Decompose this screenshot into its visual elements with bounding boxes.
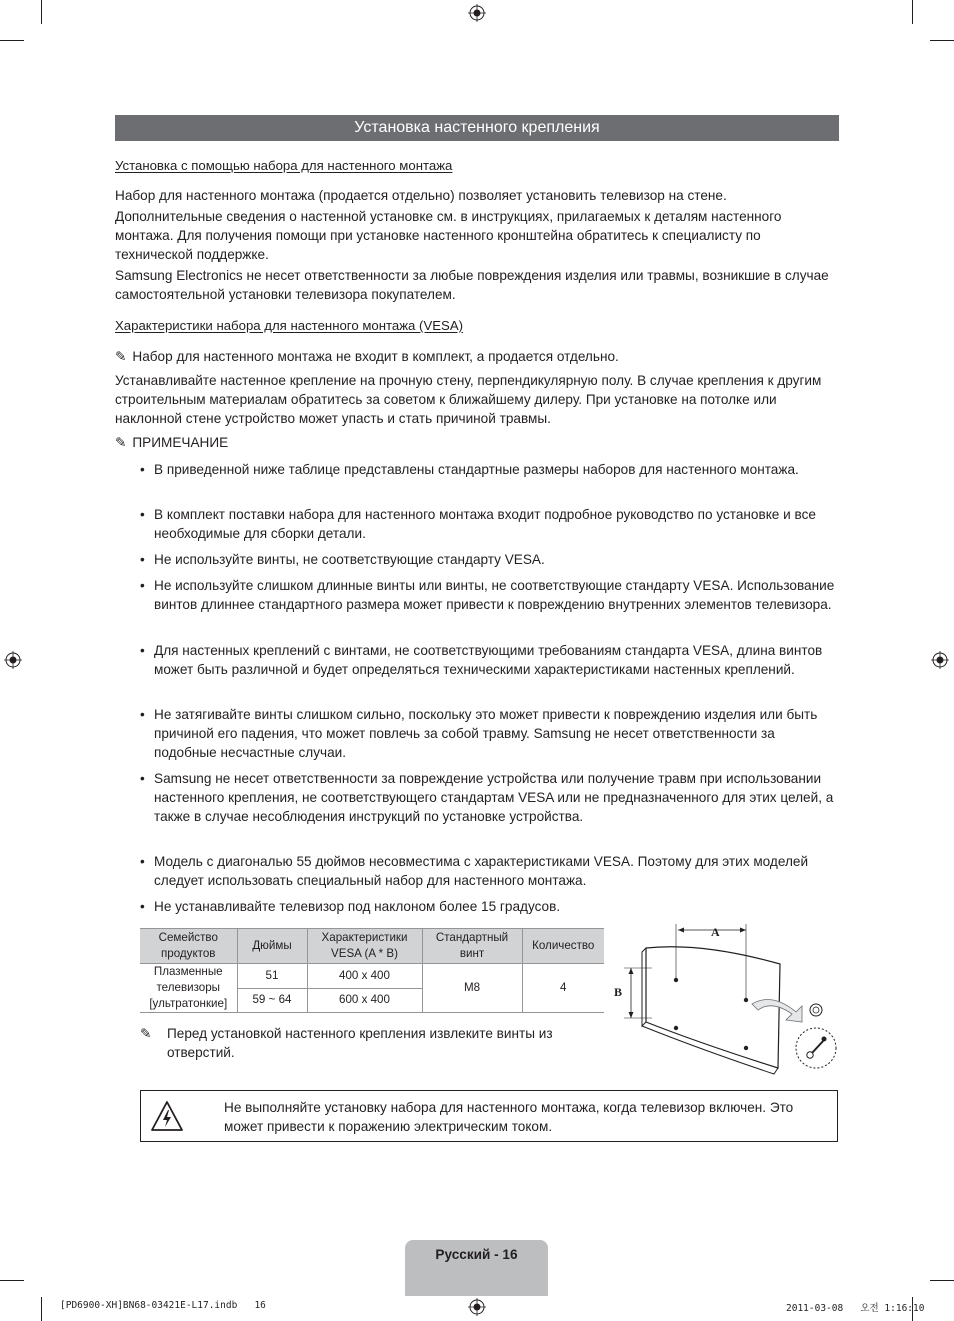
- subheading-wall-mount-install: Установка с помощью набора для настенного монтажа: [115, 158, 453, 173]
- arrow-icon: [740, 928, 746, 933]
- paragraph: Дополнительные сведения о настенной установке см. в инструкциях, прилагаемых к деталям настенного монтажа. Для получения помощи при установке настенного кронштейна обратитесь к специалисту по технической поддержке.: [115, 209, 782, 262]
- screw-hole-icon: [744, 998, 748, 1002]
- list-item: [140, 770, 839, 826]
- crop-mark: [0, 1280, 24, 1281]
- section-title: Установка настенного крепления: [354, 119, 600, 136]
- crop-mark: [912, 0, 913, 24]
- warning-text: Не выполняйте установку набора для настенного монтажа, когда телевизор включен. Это может привести к поражению электрическим током.: [224, 1100, 794, 1134]
- note-text: Набор для настенного монтажа не входит в комплект, а продается отдельно.: [132, 349, 619, 364]
- crop-mark: [41, 0, 42, 24]
- list-item-text: Не устанавливайте телевизор под наклоном более 15 градусов.: [154, 899, 561, 914]
- crop-mark: [930, 1280, 954, 1281]
- arrow-icon: [678, 928, 684, 933]
- column-header: Дюймы: [237, 929, 307, 964]
- table-cell-inches: 59 ~ 64: [237, 988, 307, 1013]
- registration-mark-icon: [4, 651, 22, 669]
- bullet-icon: •: [140, 771, 145, 786]
- table-cell-vesa: 600 x 400: [307, 988, 422, 1013]
- screw-head-icon: [813, 1007, 819, 1013]
- crop-mark: [0, 40, 24, 41]
- list-item-text: Модель с диагональю 55 дюймов несовместима с характеристиками VESA. Поэтому для этих моделей следует использовать специальный набор для настенного монтажа.: [154, 854, 809, 888]
- list-item-text: В приведенной ниже таблице представлены стандартные размеры наборов для настенного монтажа.: [154, 462, 799, 477]
- table-row: [140, 964, 604, 989]
- page-number-label: Русский - 16: [435, 1247, 518, 1262]
- screw-hole-icon: [674, 1026, 678, 1030]
- screw-hole-icon: [744, 1046, 748, 1050]
- list-item-text: Не затягивайте винты слишком сильно, поскольку это может привести к повреждению изделия или быть причиной его падения, что может повлечь за собой травму. Samsung не несет ответственности за подобные несчастные случаи.: [154, 707, 818, 760]
- column-header: Семейство продуктов: [140, 929, 237, 964]
- dimension-label-a: A: [711, 925, 720, 939]
- list-item-text: Samsung не несет ответственности за повреждение устройства или получение травм при использовании настенного крепления, не соответствующего стандартам VESA или не предназначенного для этих целей, а также в случае несоблюдения инструкций по установке устройства.: [154, 771, 834, 824]
- registration-mark-icon: [931, 651, 949, 669]
- table-cell-vesa: 400 x 400: [307, 964, 422, 989]
- bullet-icon: •: [140, 707, 145, 722]
- paragraph: Samsung Electronics не несет ответственности за любые повреждения изделия или травмы, возникшие в случае самостоятельной установки телевизора покупателем.: [115, 268, 829, 302]
- column-header: Характеристики VESA (A * B): [307, 929, 422, 964]
- table-cell-family: Плазменные телевизоры [ультратонкие]: [140, 964, 237, 1013]
- list-item-text: В комплект поставки набора для настенного монтажа входит подробное руководство по установке и все необходимые для сборки детали.: [154, 507, 816, 541]
- vesa-table: [140, 928, 604, 1013]
- list-item: [140, 642, 839, 680]
- list-item: [140, 461, 839, 480]
- column-header: Количество: [522, 929, 604, 964]
- screw-head-icon: [810, 1004, 822, 1016]
- registration-mark-icon: [468, 1298, 486, 1316]
- list-item: [140, 706, 839, 762]
- table-cell-inches: 51: [237, 964, 307, 989]
- electric-warning-icon: [150, 1100, 184, 1132]
- arrow-icon: [629, 1012, 634, 1018]
- note-text: Перед установкой настенного крепления извлеките винты из отверстий.: [167, 1026, 553, 1060]
- bullet-icon: •: [140, 899, 145, 914]
- section-title-bar: [115, 115, 839, 141]
- pencil-note-icon: ✎: [115, 435, 127, 450]
- paragraph: Набор для настенного монтажа (продается отдельно) позволяет установить телевизор на стене.: [115, 188, 727, 203]
- dimension-label-b: B: [614, 985, 623, 999]
- footer-file-info: [PD6900-XH]BN68-03421E-L17.indb 16: [60, 1300, 266, 1311]
- note-heading-text: ПРИМЕЧАНИЕ: [132, 435, 229, 450]
- crop-mark: [930, 40, 954, 41]
- note-line: [115, 348, 839, 367]
- bullet-icon: •: [140, 507, 145, 522]
- bullet-icon: •: [140, 552, 145, 567]
- bullet-icon: •: [140, 643, 145, 658]
- table-cell-quantity: 4: [522, 964, 604, 1013]
- bullet-icon: •: [140, 578, 145, 593]
- footer-timestamp: 2011-03-08 오전 1:16:10: [786, 1303, 925, 1314]
- list-item-text: Для настенных креплений с винтами, не соответствующими требованиям стандарта VESA, длина винтов может быть различной и будет определяться техническими характеристиками настенных креплений.: [154, 643, 823, 677]
- list-item: [140, 551, 839, 570]
- note-line: [140, 1025, 600, 1063]
- list-item: [140, 506, 839, 544]
- column-header: Стандартный винт: [422, 929, 522, 964]
- bullet-icon: •: [140, 854, 145, 869]
- list-item: [140, 898, 839, 917]
- paragraph: Устанавливайте настенное крепление на прочную стену, перпендикулярную полу. В случае крепления к другим строительным материалам обратитесь за советом к ближайшему дилеру. При установке на потолке или наклонной стене устройство может упасть и стать причиной травмы.: [115, 373, 822, 426]
- list-item: [140, 577, 839, 615]
- list-item-text: Не используйте винты, не соответствующие стандарту VESA.: [154, 552, 545, 567]
- arrow-icon: [629, 968, 634, 974]
- subheading-vesa-specs: Характеристики набора для настенного монтажа (VESA): [115, 318, 464, 333]
- table-header-row: [140, 929, 604, 964]
- pencil-note-icon: ✎: [115, 349, 127, 364]
- list-item: [140, 853, 839, 891]
- registration-mark-icon: [468, 4, 486, 22]
- table-cell-screw: M8: [422, 964, 522, 1013]
- note-heading: [115, 434, 228, 453]
- pencil-note-icon: ✎: [140, 1026, 152, 1041]
- screw-hole-icon: [674, 978, 678, 982]
- bullet-icon: •: [140, 462, 145, 477]
- crop-mark: [41, 1297, 42, 1321]
- screw-hole-icon: [822, 1037, 827, 1042]
- list-item-text: Не используйте слишком длинные винты или винты, не соответствующие стандарту VESA. Использование винтов длиннее стандартного размера может привести к повреждению внутренних элементов телевизора.: [154, 578, 835, 612]
- tv-back-diagram: [612, 918, 844, 1086]
